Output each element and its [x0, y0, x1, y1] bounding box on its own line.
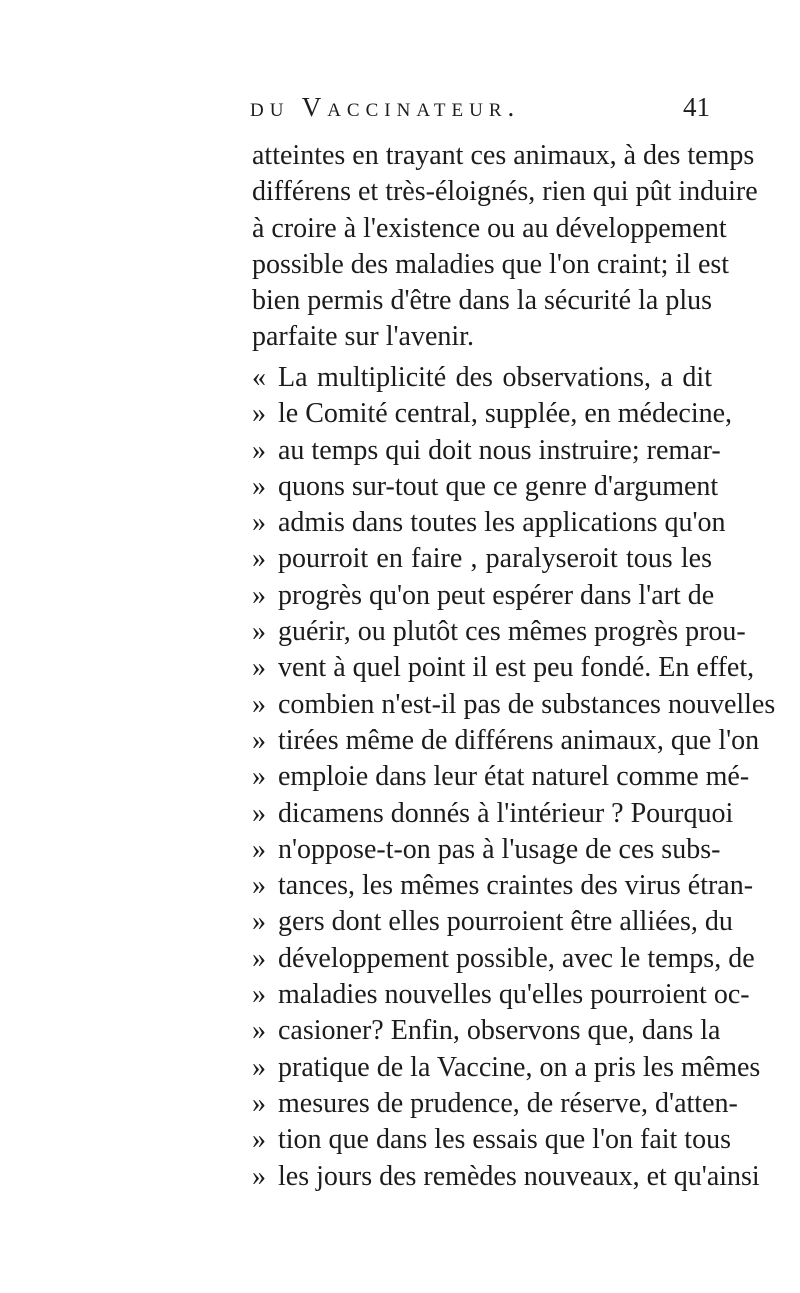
quote-line — [252, 832, 721, 868]
quote-line — [252, 977, 750, 1013]
quote-text: combien n'est-il pas de substances nouvelles — [278, 688, 776, 720]
quote-line — [252, 723, 760, 759]
quote-mark: » — [252, 1124, 266, 1156]
quote-text: développement possible, avec le temps, de — [278, 942, 755, 974]
quote-mark: » — [252, 543, 266, 575]
quote-text: tances, les mêmes craintes des virus étran- — [278, 870, 754, 902]
paragraph-1 — [252, 138, 758, 356]
quote-line — [252, 1086, 738, 1122]
text-line: à croire à l'existence ou au développement — [252, 212, 727, 244]
quote-mark: » — [252, 1015, 266, 1047]
quote-line — [252, 650, 755, 686]
quote-line — [252, 941, 755, 977]
quote-mark: » — [252, 652, 266, 684]
quote-line — [252, 796, 734, 832]
quote-line — [252, 1122, 731, 1158]
quote-text: tion que dans les essais que l'on fait tous — [278, 1124, 731, 1156]
quote-text: progrès qu'on peut espérer dans l'art de — [278, 579, 715, 611]
quote-text: quons sur-tout que ce genre d'argument — [278, 470, 719, 502]
quote-text: guérir, ou plutôt ces mêmes progrès prou- — [278, 616, 746, 648]
quote-text: casioner? Enfin, observons que, dans la — [278, 1015, 721, 1047]
quote-mark: » — [252, 870, 266, 902]
quote-line — [252, 1050, 761, 1086]
quote-mark: » — [252, 833, 266, 865]
quote-mark: » — [252, 1087, 266, 1119]
quote-text: vent à quel point il est peu fondé. En effet, — [278, 652, 755, 684]
quote-mark: » — [252, 1051, 266, 1083]
quote-mark: » — [252, 688, 266, 720]
page-number: 41 — [683, 92, 710, 122]
quote-text: n'oppose-t-on pas à l'usage de ces subs- — [278, 833, 721, 865]
quote-mark: » — [252, 616, 266, 648]
quote-mark: » — [252, 579, 266, 611]
quote-mark: » — [252, 507, 266, 539]
quote-line — [252, 396, 733, 432]
text-line: différens et très-éloignés, rien qui pût induire — [252, 176, 758, 208]
quote-text: maladies nouvelles qu'elles pourroient oc- — [278, 979, 750, 1011]
quote-line — [252, 759, 750, 795]
quote-line — [252, 1013, 721, 1049]
quote-line — [252, 541, 712, 577]
running-head: du Vaccinateur. — [250, 92, 521, 122]
quote-text: tirées même de différens animaux, que l'on — [278, 724, 760, 756]
quote-mark: « — [252, 362, 266, 393]
quote-text: admis dans toutes les applications qu'on — [278, 507, 726, 539]
quote-line — [252, 614, 746, 650]
quote-text: au temps qui doit nous instruire; remar- — [278, 434, 721, 466]
quote-mark: » — [252, 906, 266, 938]
quote-text: La multiplicité des observations, a dit — [278, 362, 712, 393]
quote-line — [252, 904, 733, 940]
quote-mark: » — [252, 398, 266, 430]
quote-line — [252, 868, 754, 904]
quote-text: dicamens donnés à l'intérieur ? Pourquoi — [278, 797, 734, 829]
quote-text: mesures de prudence, de réserve, d'atten- — [278, 1087, 738, 1119]
text-line: bien permis d'être dans la sécurité la plus — [252, 285, 712, 317]
quote-mark: » — [252, 1160, 266, 1192]
text-line: possible des maladies que l'on craint; il est — [252, 248, 730, 280]
quote-mark: » — [252, 434, 266, 466]
quote-mark: » — [252, 797, 266, 829]
quote-text: gers dont elles pourroient être alliées, du — [278, 906, 733, 938]
quote-text: les jours des remèdes nouveaux, et qu'ainsi — [278, 1160, 760, 1192]
page-header — [250, 92, 710, 132]
quote-line — [252, 1159, 760, 1195]
quote-line — [252, 505, 726, 541]
quote-line — [252, 578, 715, 614]
quote-mark: » — [252, 470, 266, 502]
quote-text: le Comité central, supplée, en médecine, — [278, 398, 733, 430]
text-line: parfaite sur l'avenir. — [252, 321, 474, 353]
quote-text: pratique de la Vaccine, on a pris les mêmes — [278, 1051, 761, 1083]
quote-line — [252, 433, 721, 469]
text-line: atteintes en trayant ces animaux, à des temps — [252, 140, 755, 171]
quote-mark: » — [252, 979, 266, 1011]
quote-line — [252, 469, 719, 505]
quote-mark: » — [252, 724, 266, 756]
quote-mark: » — [252, 942, 266, 974]
quote-text: emploie dans leur état naturel comme mé- — [278, 761, 750, 793]
quote-line — [252, 360, 712, 396]
quoted-passage — [252, 360, 776, 1195]
quote-mark: » — [252, 761, 266, 793]
quote-line — [252, 687, 776, 723]
quote-text: pourroit en faire , paralyseroit tous les — [278, 543, 712, 575]
